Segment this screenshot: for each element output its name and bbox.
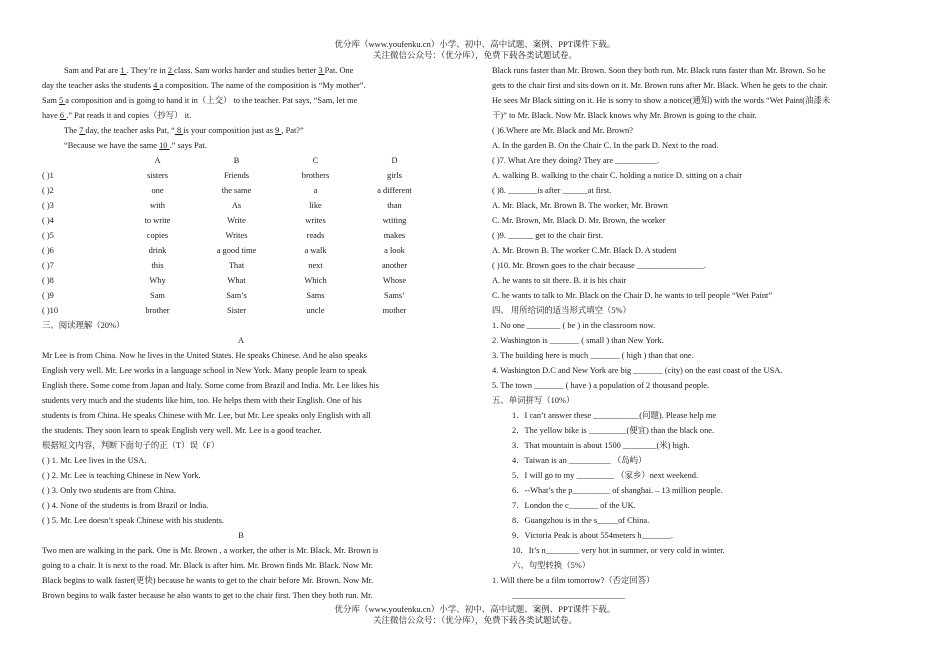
option-d: wtiting <box>382 216 407 225</box>
question-number: ( )6 <box>42 246 54 255</box>
text-run: The <box>64 126 80 135</box>
blank: 3 <box>318 66 325 75</box>
option-a: with <box>150 201 165 210</box>
passage-line: the students. They soon learn to speak English very well. Mr. Lee is a good teacher. <box>42 426 322 435</box>
blank: 1 <box>120 66 127 75</box>
text-run: “Because we have the same <box>64 141 160 150</box>
spelling-item: 1．I can’t answer these ___________(问题). Please help me <box>512 411 717 420</box>
option-a: one <box>151 186 164 195</box>
options-row <box>42 213 440 228</box>
spelling-item: 6．--What’s the p_________ of shanghai. – 13 million people. <box>512 486 723 495</box>
passage-line: students is from China. He speaks Chinese with Mr. Lee, but Mr. Lee speaks only English with all <box>42 411 371 420</box>
question-item: C. he wants to talk to Mr. Black on the Chair D. he wants to tell people “Wet Paint” <box>492 291 773 300</box>
text-run: have <box>42 111 60 120</box>
col-header-a: A <box>154 156 161 165</box>
passage-line: 干)” to Mr. Black. Now Mr. Black knows why Mr. Brown is going to the chair. <box>492 111 757 120</box>
footer-line-1: 优分库（www.youfenku.cn）小学、初中、高中试题、案例、PPT课件下载。 <box>334 604 616 614</box>
transform-item: 1. Will there be a film tomorrow?（否定回答） <box>492 576 655 585</box>
question-item: C. Mr. Brown, Mr. Black D. Mr. Brown, the worker <box>492 216 666 225</box>
blank: 9 <box>275 126 282 135</box>
cloze-line <box>42 78 440 93</box>
option-b: Sam’s <box>226 291 247 300</box>
passage-line: Black begins to walk faster(更快) because he wants to get to the chair before Mr. Brown. Now Mr. <box>42 576 374 585</box>
passage-line: Two men are walking in the park. One is Mr. Brown , a worker, the other is Mr. Black. Mr. Brown is <box>42 546 379 555</box>
options-table <box>42 168 440 318</box>
question-item: A. walking B. walking to the chair C. holding a notice D. sitting on a chair <box>492 171 743 180</box>
text-run: .” says Pat. <box>169 141 207 150</box>
cloze-line <box>42 63 440 78</box>
option-b: What <box>227 276 246 285</box>
spelling-item: 5．I will go to my _________ （家乡）next weekend. <box>512 471 699 480</box>
cloze-line <box>42 123 440 138</box>
question-item: ( ) 1. Mr. Lee lives in the USA. <box>42 456 147 465</box>
text-run: .” Pat reads it and copies（抄写） it. <box>66 111 192 120</box>
fill-item: 2. Washington is _______ ( small ) than New York. <box>492 336 664 345</box>
question-item: ( ) 2. Mr. Lee is teaching Chinese in New York. <box>42 471 201 480</box>
question-item: ( )9. ______ get to the chair first. <box>492 231 603 240</box>
option-a: drink <box>148 246 167 255</box>
option-c: uncle <box>306 306 325 315</box>
option-d: a look <box>384 246 405 255</box>
answer-line: ___________________________ <box>512 591 626 600</box>
option-c: reads <box>306 231 325 240</box>
blank: 5 <box>58 96 66 105</box>
fill-item: 1. No one ________ ( be ) in the classroom now. <box>492 321 656 330</box>
option-a: Why <box>149 276 166 285</box>
option-a: sisters <box>147 171 168 180</box>
col-header-c: C <box>312 156 319 165</box>
option-a: Sam <box>150 291 165 300</box>
spelling-item: 8．Guangzhou is in the s_____of China. <box>512 516 650 525</box>
option-d: a different <box>377 186 412 195</box>
passage-line: Mr Lee is from China. Now he lives in the United States. He speaks Chinese. And he also speaks <box>42 351 367 360</box>
question-number: ( )1 <box>42 171 54 180</box>
instruction: 根据短文内容，判断下面句子的正（T）误（F） <box>42 441 220 450</box>
question-number: ( )9 <box>42 291 54 300</box>
option-c: brothers <box>301 171 330 180</box>
option-d: Sams’ <box>384 291 405 300</box>
section-title: 六、句型转换（5%） <box>512 561 591 570</box>
page-header <box>0 39 950 60</box>
question-number: ( )2 <box>42 186 54 195</box>
option-b: Writes <box>225 231 248 240</box>
question-item: A. In the garden B. On the Chair C. In the park D. Next to the road. <box>492 141 719 150</box>
option-b: a good time <box>216 246 257 255</box>
section-title: 四、 用所给词的适当形式填空（5%） <box>492 306 631 315</box>
header-line-2: 关注微信公众号：（优分库），免费下载各类试题试卷。 <box>372 49 577 60</box>
text-run: Pat. One <box>324 66 354 75</box>
question-item: A. Mr. Black, Mr. Brown B. The worker, Mr. Brown <box>492 201 668 210</box>
page-footer <box>0 604 950 625</box>
question-number: ( )3 <box>42 201 54 210</box>
fill-item: 5. The town _______ ( have ) a population of 2 thousand people. <box>492 381 710 390</box>
question-item: ( )6.Where are Mr. Black and Mr. Brown? <box>492 126 633 135</box>
section-title: 三、阅读理解（20%） <box>42 321 125 330</box>
spelling-item: 2．The yellow bike is _________(便宜) than the black one. <box>512 426 715 435</box>
passage-b-part2 <box>492 63 912 123</box>
spelling-item: 3．That mountain is about 1500 ________(米) high. <box>512 441 690 450</box>
options-row <box>42 303 440 318</box>
option-b: As <box>231 201 242 210</box>
option-c: a walk <box>304 246 327 255</box>
passage-a-questions <box>42 453 440 528</box>
options-row <box>42 288 440 303</box>
option-b: the same <box>221 186 252 195</box>
options-row <box>42 168 440 183</box>
option-c: writes <box>305 216 326 225</box>
blank: 8 <box>174 126 184 135</box>
option-c: next <box>308 261 323 270</box>
blank: 2 <box>167 66 175 75</box>
passage-line: He sees Mr Black sitting on it. He is sorry to show a notice(通知) with the words “Wet Paint(油漆未 <box>492 96 831 105</box>
option-d: Whose <box>382 276 407 285</box>
option-c: like <box>309 201 322 210</box>
spelling-item: 9．Victoria Peak is about 554meters h_______. <box>512 531 673 540</box>
option-d: another <box>381 261 408 270</box>
text-run: is your composition just as <box>183 126 276 135</box>
blank: 7 <box>79 126 86 135</box>
passage-line: going to a chair. It is next to the road. Mr. Black is after him. Mr. Brown finds Mr. Black. Now Mr. <box>42 561 373 570</box>
spelling-item: 10．It’s n________ very hot in summer, or very cold in winter. <box>512 546 725 555</box>
section6-items <box>492 573 912 588</box>
question-item: ( )10. Mr. Brown goes to the chair because ________________. <box>492 261 706 270</box>
question-number: ( )4 <box>42 216 54 225</box>
option-c: Sams <box>306 291 325 300</box>
passage-line: Brown begins to walk faster because he also wants to get to the chair first. Then they both run. Mr. <box>42 591 373 600</box>
cloze-line <box>42 93 440 108</box>
blank: 6 <box>59 111 67 120</box>
blank: 4 <box>153 81 160 90</box>
question-number: ( )8 <box>42 276 54 285</box>
option-d: makes <box>383 231 406 240</box>
question-item: A. he wants to sit there. B. it is his chair <box>492 276 627 285</box>
question-number: ( )5 <box>42 231 54 240</box>
text-run: day, the teacher asks Pat, “ <box>85 126 175 135</box>
cloze-line <box>42 138 440 153</box>
passage-a <box>42 348 440 438</box>
options-row <box>42 258 440 273</box>
left-column <box>42 63 440 603</box>
option-a: brother <box>145 306 170 315</box>
passage-b-label: B <box>238 531 244 540</box>
col-header-d: D <box>391 156 398 165</box>
option-a: copies <box>146 231 169 240</box>
question-item: ( )7. What Are they doing? They are __________. <box>492 156 660 165</box>
option-b: Sister <box>226 306 247 315</box>
options-row <box>42 273 440 288</box>
text-run: class. Sam works harder and studies better <box>174 66 319 75</box>
passage-a-label: A <box>237 336 245 345</box>
passage-line: English very well. Mr. Lee works in a language school in New York. Many people learn to speak <box>42 366 367 375</box>
question-number: ( )10 <box>42 306 59 315</box>
section-title: 五、单词拼写（10%） <box>492 396 575 405</box>
question-item: ( )8. _______is after ______at first. <box>492 186 612 195</box>
option-a: to write <box>144 216 171 225</box>
header-line-1: 优分库（www.youfenku.cn）小学、初中、高中试题、案例、PPT课件下载。 <box>334 39 616 49</box>
options-row <box>42 243 440 258</box>
question-number: ( )7 <box>42 261 54 270</box>
question-item: ( ) 5. Mr. Lee doesn’t speak Chinese with his students. <box>42 516 224 525</box>
options-row <box>42 228 440 243</box>
option-c: Which <box>304 276 327 285</box>
section4-items <box>492 318 912 393</box>
text-run: day the teacher asks the students <box>42 81 154 90</box>
text-run: a composition and is going to hand it in（上交） to the teacher. Pat says, “Sam, let me <box>65 96 358 105</box>
text-run: Sam <box>42 96 59 105</box>
fill-item: 4. Washington D.C and New York are big _______ (city) on the east coast of the USA. <box>492 366 783 375</box>
options-row <box>42 183 440 198</box>
option-b: Write <box>227 216 246 225</box>
right-column <box>492 63 912 603</box>
option-b: Friends <box>223 171 250 180</box>
spelling-item: 7．London the c_______ of the UK. <box>512 501 636 510</box>
options-row <box>42 198 440 213</box>
option-a: this <box>151 261 164 270</box>
option-d: than <box>387 201 402 210</box>
col-header-b: B <box>233 156 240 165</box>
cloze-line <box>42 108 440 123</box>
option-c: a <box>313 186 318 195</box>
passage-b-part1 <box>42 543 440 603</box>
text-run: a composition. The name of the composition is “My mother”. <box>159 81 366 90</box>
text-run: . They’re in <box>126 66 168 75</box>
passage-line: Black runs faster than Mr. Brown. Soon they both run. Mr. Black runs faster than Mr. Brown. So he <box>492 66 826 75</box>
blank: 10 <box>159 141 170 150</box>
option-d: mother <box>382 306 407 315</box>
footer-line-2: 关注微信公众号：（优分库），免费下载各类试题试卷。 <box>372 614 577 625</box>
option-b: That <box>228 261 245 270</box>
passage-line: gets to the chair first and sits down on it. Mr. Brown runs after Mr. Black. When he gets to the chair. <box>492 81 828 90</box>
spelling-item: 4．Taiwan is an __________ （岛屿） <box>512 456 647 465</box>
question-item: ( ) 3. Only two students are from China. <box>42 486 176 495</box>
section5-items <box>492 408 912 558</box>
question-item: A. Mr. Brown B. The worker C.Mr. Black D. A student <box>492 246 677 255</box>
option-d: girls <box>387 171 402 180</box>
passage-line: English there. Some come from Japan and Italy. Some come from Brazil and India. Mr. Lee likes his <box>42 381 379 390</box>
passage-b-questions <box>492 123 912 303</box>
options-header-row <box>42 153 440 168</box>
fill-item: 3. The building here is much _______ ( high ) than that one. <box>492 351 694 360</box>
text-run: , Pat?” <box>281 126 304 135</box>
passage-line: students very much and the students like him, too. He helps them with their English. One of his <box>42 396 362 405</box>
text-run: Sam and Pat are <box>64 66 121 75</box>
question-item: ( ) 4. None of the students is from Brazil or India. <box>42 501 209 510</box>
